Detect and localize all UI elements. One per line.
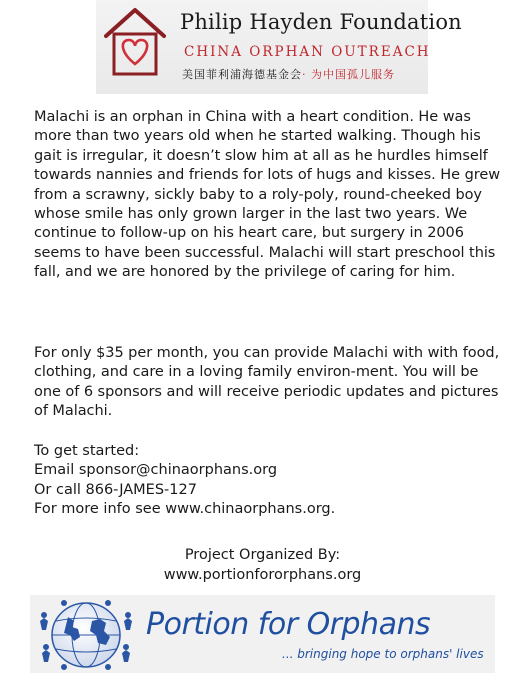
contact-email[interactable]: Email sponsor@chinaorphans.org — [34, 462, 278, 479]
story-paragraph: Malachi is an orphan in China with a heart condition. He was more than two years old when he started walking. Though his gait is irregular, it doesn’t slow him at all as he hurdles himself towards nannies and friends for lots of hugs and kisses. He grew from a scrawny, sickly baby to a roly-poly, round-cheeked boy whose smile has only grown larger in the last two years. We continue to follow-up on his heart care, but surgery in 2006 seems to have been successful. Malachi will start preschool this fall, and we are honored by the privilege of caring for him. — [34, 109, 501, 281]
contact-phone[interactable]: Or call 866-JAMES-127 — [34, 481, 197, 498]
foundation-name: Philip Hayden Foundation — [180, 10, 462, 34]
organizer-url[interactable]: www.portionfororphans.org — [163, 567, 362, 583]
foundation-tagline: CHINA ORPHAN OUTREACH — [184, 44, 431, 60]
organizer-label: Project Organized By: — [184, 547, 341, 563]
portion-name: Portion for Orphans — [146, 607, 431, 642]
organizer-block — [0, 545, 525, 585]
chinese-name-red: · 为中国孤儿服务 — [302, 68, 395, 81]
house-heart-icon — [102, 6, 168, 80]
foundation-chinese-name — [182, 66, 395, 82]
portion-banner — [30, 595, 495, 673]
chinese-name-black: 美国菲利浦海德基金会 — [182, 68, 302, 81]
portion-tagline: ... bringing hope to orphans' lives — [282, 647, 484, 661]
contact-heading: To get started: — [34, 443, 140, 459]
foundation-banner — [96, 0, 462, 94]
contact-info-link[interactable]: For more info see www.chinaorphans.org. — [34, 501, 336, 518]
globe-icon — [34, 597, 138, 671]
sponsorship-paragraph: For only $35 per month, you can provide Malachi with with food, clothing, and care in a loving family environ-ment. You will be one of 6 sponsors and will receive periodic updates and pictures of Malachi. — [34, 345, 500, 420]
contact-block — [34, 442, 335, 520]
